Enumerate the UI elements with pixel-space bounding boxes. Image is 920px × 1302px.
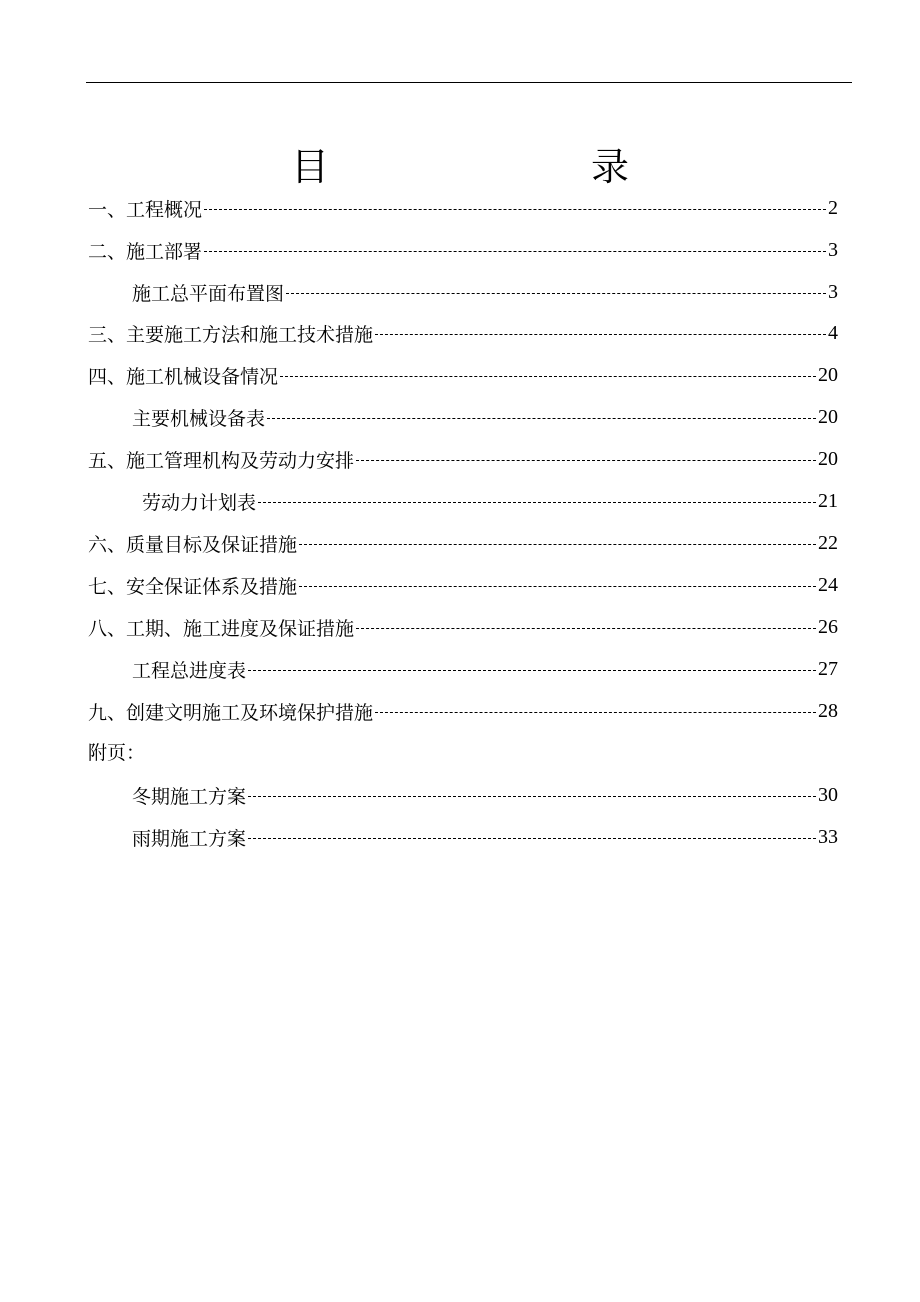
toc-entry-page: 20: [818, 363, 838, 386]
toc-entry-page: 33: [818, 825, 838, 848]
toc-subentry[interactable]: [132, 402, 838, 432]
toc-entry-label: 一、工程概况: [88, 198, 203, 221]
toc-leader: [375, 712, 816, 713]
toc-entry-page: 20: [818, 447, 838, 470]
toc-entry[interactable]: [88, 318, 838, 348]
toc-entry-page: 24: [818, 573, 838, 596]
toc-entry[interactable]: [88, 570, 838, 600]
toc-leader: [248, 670, 816, 671]
toc-entry[interactable]: [88, 235, 838, 265]
toc-leader: [299, 544, 816, 545]
toc-entry-label: 劳动力计划表: [142, 491, 257, 514]
toc-leader: [248, 796, 816, 797]
toc-entry-page: 28: [818, 699, 838, 722]
toc-leader: [356, 460, 816, 461]
toc-entry[interactable]: [88, 193, 838, 223]
toc-leader: [286, 293, 826, 294]
toc-entry-label: 八、工期、施工进度及保证措施: [88, 617, 355, 640]
toc-entry-page: 26: [818, 615, 838, 638]
toc-leader: [204, 251, 826, 252]
toc-entry-page: 27: [818, 657, 838, 680]
toc-entry-label: 雨期施工方案: [132, 827, 247, 850]
toc-entry-label: 四、施工机械设备情况: [88, 365, 279, 388]
toc-leader: [375, 334, 826, 335]
toc-entry-page: 4: [828, 321, 838, 344]
toc-entry-label: 施工总平面布置图: [132, 282, 285, 305]
toc-entry-label: 二、施工部署: [88, 240, 203, 263]
toc-entry[interactable]: [88, 528, 838, 558]
toc-subentry[interactable]: [142, 486, 838, 516]
toc-entry-page: 3: [828, 280, 838, 303]
toc-entry[interactable]: [88, 444, 838, 474]
header-rule: [86, 82, 852, 83]
toc-entry-label: 九、创建文明施工及环境保护措施: [88, 701, 374, 724]
toc-entry-page: 2: [828, 196, 838, 219]
toc-leader: [248, 838, 816, 839]
toc-entry-page: 3: [828, 238, 838, 261]
toc-subentry[interactable]: [132, 654, 838, 684]
page-title: 目 录: [290, 145, 691, 189]
toc-entry-label: 冬期施工方案: [132, 785, 247, 808]
toc-entry-page: 30: [818, 783, 838, 806]
toc-entry-page: 22: [818, 531, 838, 554]
toc-entry-page: 21: [818, 489, 838, 512]
toc-leader: [204, 209, 826, 210]
toc-entry-label: 工程总进度表: [132, 659, 247, 682]
appendix-heading: 附页：: [88, 742, 146, 764]
toc-leader: [280, 376, 816, 377]
toc-leader: [299, 586, 816, 587]
toc-leader: [267, 418, 816, 419]
toc-entry-label: 六、质量目标及保证措施: [88, 533, 298, 556]
toc-subentry[interactable]: [132, 780, 838, 810]
toc-entry-label: 七、安全保证体系及措施: [88, 575, 298, 598]
toc-subentry[interactable]: [132, 822, 838, 852]
toc-subentry[interactable]: [132, 277, 838, 307]
toc-leader: [258, 502, 816, 503]
toc-entry-label: 五、施工管理机构及劳动力安排: [88, 449, 355, 472]
toc-entry-page: 20: [818, 405, 838, 428]
toc-entry[interactable]: [88, 612, 838, 642]
toc-entry-label: 主要机械设备表: [132, 407, 266, 430]
toc-leader: [356, 628, 816, 629]
toc-entry[interactable]: [88, 360, 838, 390]
toc-entry-label: 三、主要施工方法和施工技术措施: [88, 323, 374, 346]
toc-entry[interactable]: [88, 696, 838, 726]
